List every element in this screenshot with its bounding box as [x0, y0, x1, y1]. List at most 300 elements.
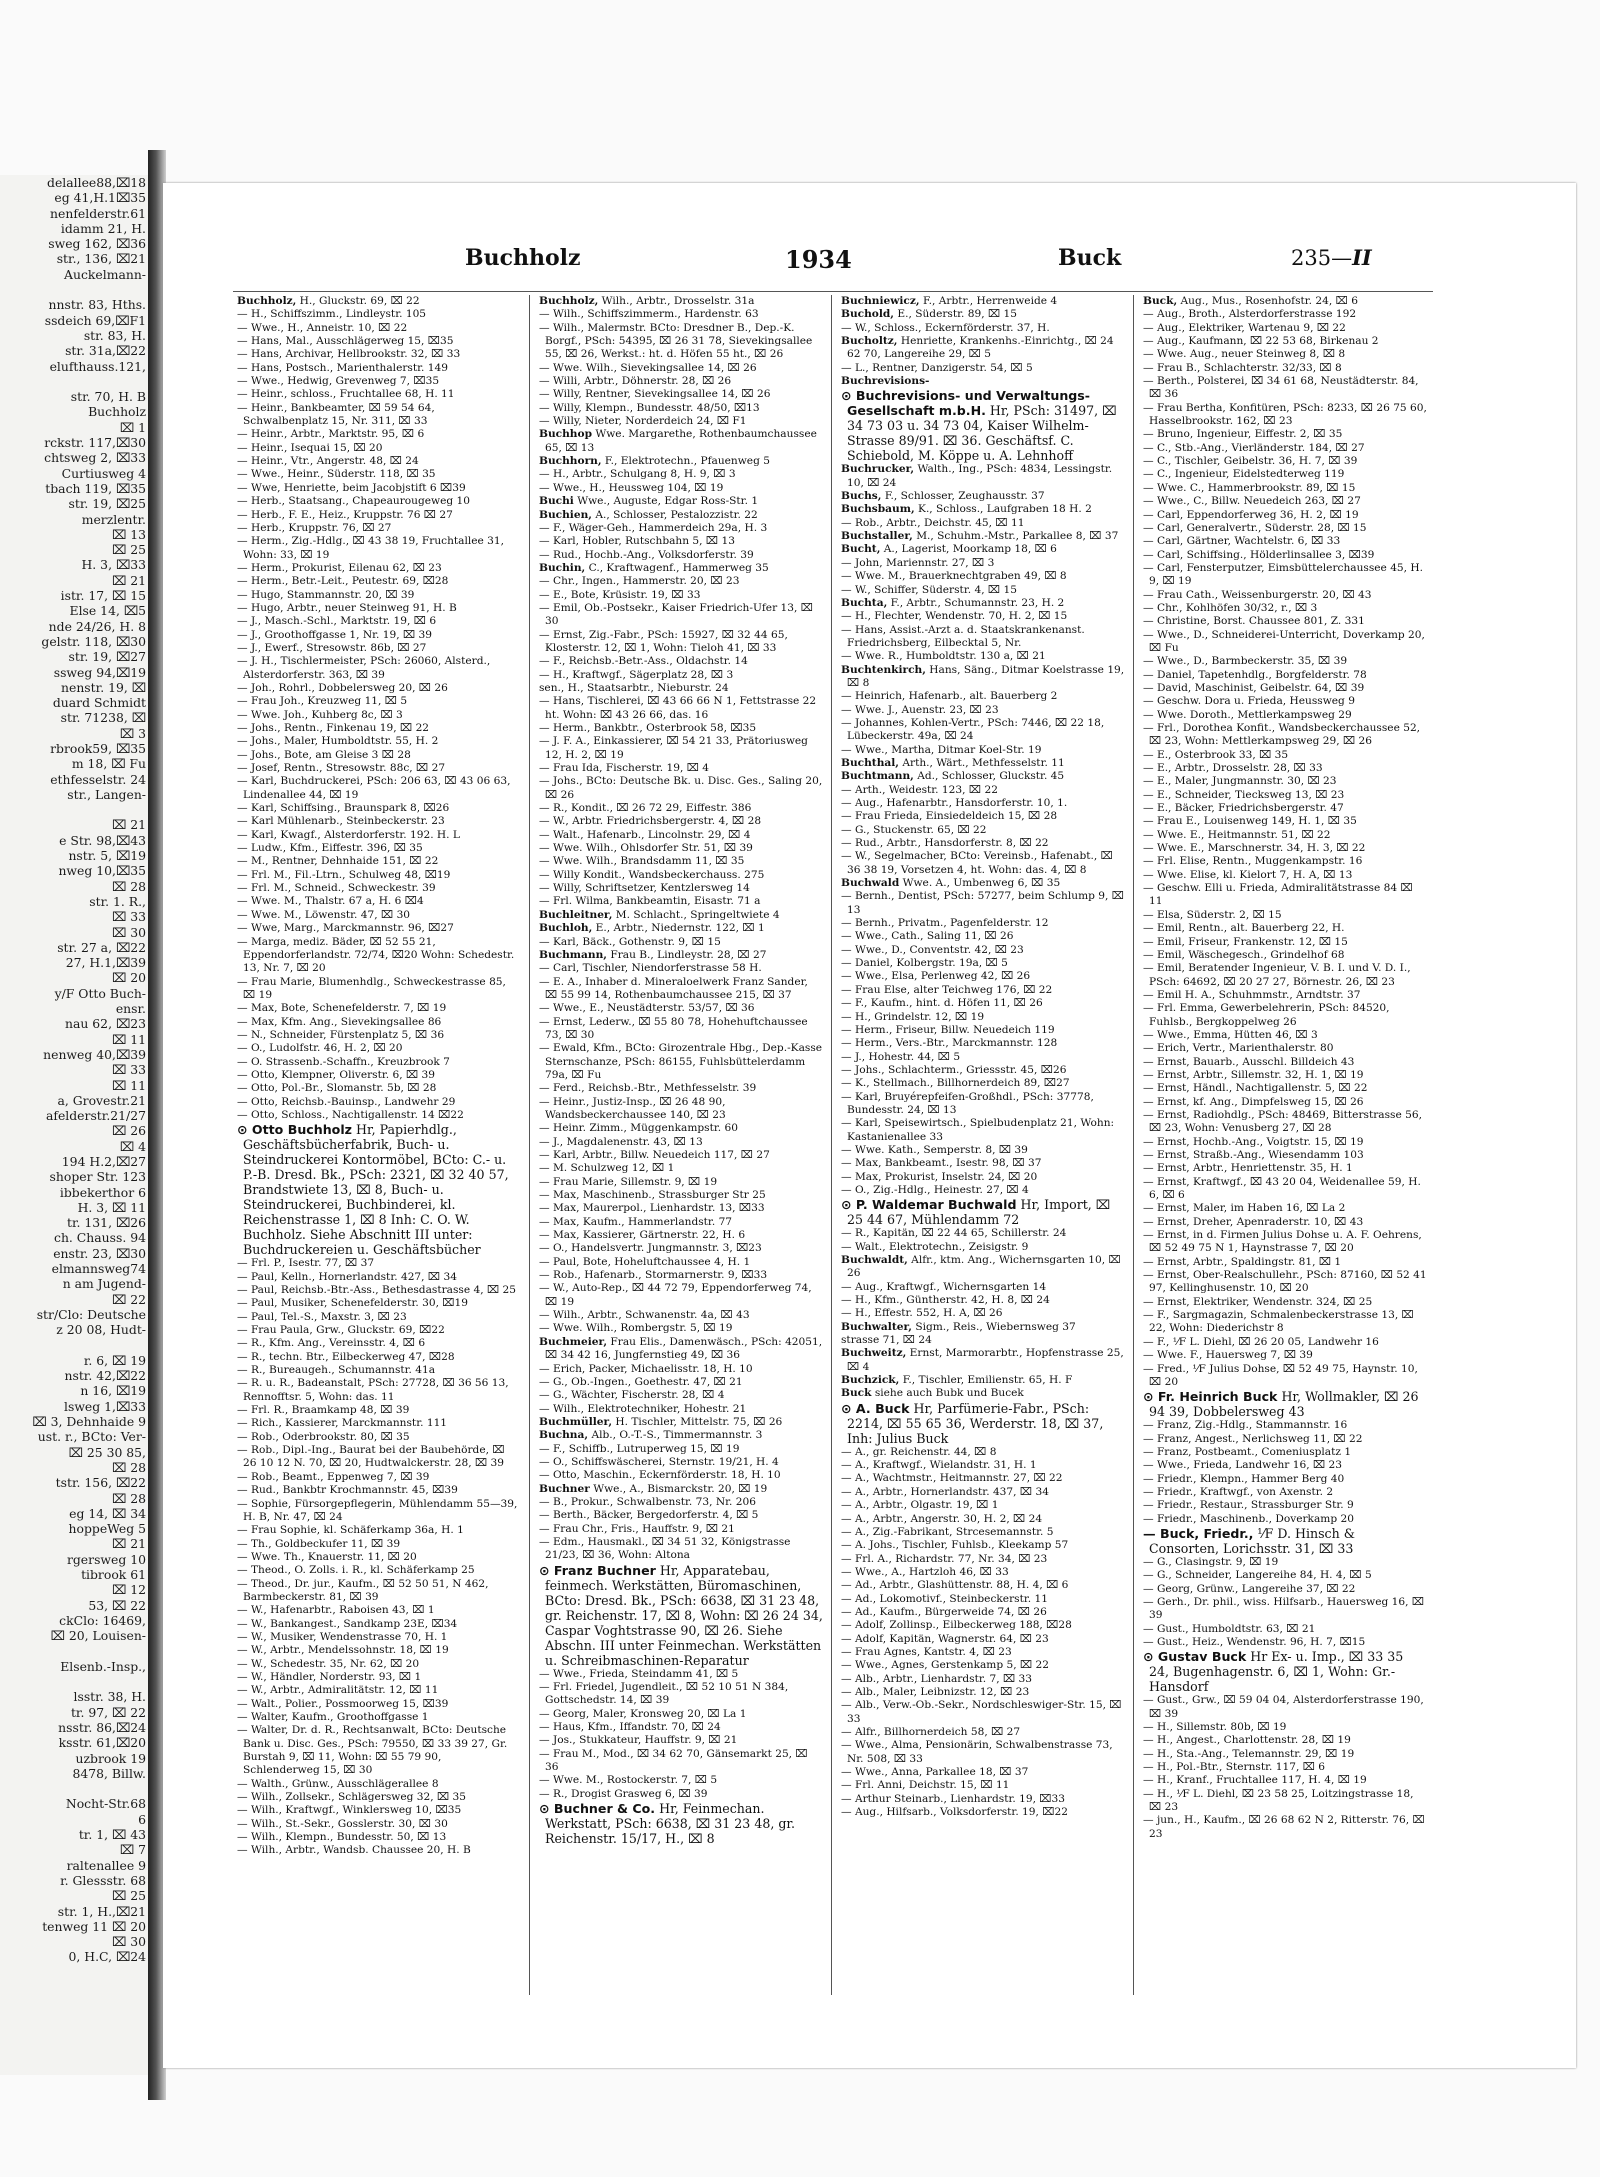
- directory-entry: [837, 1011, 1125, 1024]
- previous-page-line: ⌧ 12: [112, 1582, 146, 1598]
- previous-page-line: ibbekerthor 6: [59, 1184, 146, 1200]
- directory-entry: [233, 709, 521, 722]
- entry-details: Hr, Parfümerie-Fabr., PSch: 2214, ⌧ 55 65 36, Werderstr. 18, ⌧ 37, Inh: Julius Buck: [847, 1400, 1104, 1446]
- directory-entry: [837, 584, 1125, 597]
- entry-details: — Wwe. Elise, kl. Kielort 7, H. A, ⌧ 13: [1143, 868, 1353, 881]
- entry-details: — Emil, Friseur, Frankenstr. 12, ⌧ 15: [1143, 935, 1348, 948]
- entry-surname: Buchwaldt,: [841, 1254, 908, 1266]
- entry-surname: Buchta,: [841, 596, 888, 609]
- previous-page-line: ⌧ 25: [112, 1888, 146, 1904]
- entry-details: — Rob., Hafenarb., Stormarnerstr. 9, ⌧33: [539, 1269, 768, 1282]
- entry-details: — Alb., Verw.-Ob.-Sekr., Nordschleswiger-Str. 15, ⌧ 33: [841, 1699, 1122, 1725]
- entry-surname: Buchner: [539, 1482, 590, 1495]
- entry-details: — Alb., Maler, Leibnizstr. 12, ⌧ 23: [841, 1685, 1030, 1698]
- entry-surname: ⊙ Gustav Buck: [1143, 1649, 1247, 1665]
- directory-entry: [837, 463, 1125, 490]
- entry-details: — Wwe., Alma, Pensionärin, Schwalbenstrasse 73, Nr. 508, ⌧ 33: [841, 1739, 1113, 1765]
- directory-entry: [837, 1539, 1125, 1552]
- entry-details: — Wwe., H., Heussweg 104, ⌧ 19: [539, 481, 724, 494]
- directory-entry: [233, 1711, 521, 1724]
- entry-details: — Johs., Rentn., Finkenau 19, ⌧ 22: [237, 722, 430, 734]
- directory-entry: [837, 957, 1125, 970]
- entry-details: — Wwe. R., Humboldtstr. 130 a, ⌧ 21: [841, 650, 1046, 663]
- entry-details: — Frl., Dorothea Konfit., Wandsbeckerchaussee 52, ⌧ 23, Wohn: Mettlerkampsweg 29, ⌧ 26: [1143, 722, 1421, 748]
- entry-details: — Ernst, Arbtr., Spaldingstr. 81, ⌧ 1: [1143, 1255, 1342, 1268]
- previous-page-line: ethfesselstr. 24: [50, 771, 146, 787]
- directory-entry: [233, 1484, 521, 1497]
- entry-details: — B., Prokur., Schwalbenstr. 73, Nr. 206: [539, 1495, 756, 1508]
- entry-details: — Emil, Beratender Ingenieur, V. B. I. und V. D. I., PSch: 64692, ⌧ 20 27 27, Börnestr. 26, ⌧ 23: [1143, 962, 1411, 988]
- entry-details: — Friedr., Maschinenb., Doverkamp 20: [1143, 1512, 1354, 1525]
- directory-entry: [837, 797, 1125, 810]
- entry-details: — W., Schiffer, Süderstr. 4, ⌧ 15: [841, 583, 1017, 596]
- previous-page-line: afelderstr.21/27: [45, 1108, 146, 1124]
- entry-details: — Ernst, Händl., Nachtigallenstr. 5, ⌧ 22: [1143, 1082, 1368, 1095]
- entry-details: Aug., Mus., Rosenhofstr. 24, ⌧ 6: [1177, 295, 1358, 307]
- entry-details: — F., Sargmagazin, Schmalenbeckerstrasse 13, ⌧ 22, Wohn: Diederichstr 8: [1143, 1309, 1414, 1335]
- directory-entry: [837, 1659, 1125, 1672]
- entry-details: — F., Wäger-Geh., Hammerdeich 29a, H. 3: [539, 521, 768, 534]
- entry-details: Hr, Import, ⌧ 25 44 67, Mühlendamm 72: [847, 1197, 1111, 1228]
- entry-details: — Paul, Reichsb.-Btr.-Ass., Bethesdastrasse 4, ⌧ 25: [237, 1284, 516, 1296]
- entry-details: — Emil H. A., Schuhmmstr., Arndtstr. 37: [1143, 988, 1361, 1001]
- entry-details: — E. A., Inhaber d. Mineraloelwerk Franz Sander, ⌧ 55 99 14, Rothenbaumchaussee 215, ⌧ 37: [539, 975, 808, 1001]
- directory-entry: [1139, 949, 1427, 962]
- entry-details: — Alfr., Billhornerdeich 58, ⌧ 27: [841, 1726, 1021, 1738]
- directory-entry: [535, 1269, 823, 1282]
- directory-entry: [233, 762, 521, 775]
- entry-details: — Willi, Arbtr., Döhnerstr. 28, ⌧ 26: [539, 375, 732, 388]
- entry-details: — Wwe. M., Löwenstr. 47, ⌧ 30: [237, 908, 411, 921]
- entry-details: — Fred., ⅟F Julius Dohse, ⌧ 52 49 75, Haynstr. 10, ⌧ 20: [1143, 1362, 1418, 1388]
- entry-details: — W., Arbtr., Mendelssohnstr. 18, ⌧ 19: [237, 1644, 449, 1657]
- entry-surname: Buchold,: [841, 308, 894, 321]
- entry-details: — Otto, Maschin., Eckernförderstr. 18, H. 10: [539, 1469, 781, 1482]
- previous-page-line: ⌧ 28: [112, 1490, 146, 1506]
- entry-details: — H., Kfm., Güntherstr. 42, H. 8, ⌧ 24: [841, 1294, 1050, 1307]
- entry-details: — K., Stellmach., Billhornerdeich 89, ⌧27: [841, 1077, 1070, 1090]
- directory-entry: [1139, 922, 1427, 935]
- entry-details: — Herm., Prokurist, Eilenau 62, ⌧ 23: [237, 561, 442, 574]
- directory-entry: [837, 824, 1125, 837]
- entry-details: — jun., H., Kaufm., ⌧ 26 68 62 N 2, Ritterstr. 76, ⌧ 23: [1143, 1814, 1425, 1840]
- entry-details: — Otto, Reichsb.-Bauinsp., Landwehr 29: [237, 1095, 456, 1108]
- entry-details: — Frau Bertha, Konfitüren, PSch: 8233, ⌧ 26 75 60, Hasselbrookstr. 162, ⌧ 23: [1143, 401, 1427, 428]
- entry-details: — Max, Kassierer, Gärtnerstr. 22, H. 6: [539, 1229, 746, 1242]
- previous-page-line: ⌧ 20: [112, 970, 146, 986]
- previous-page-line: ⌧ 25: [112, 542, 146, 558]
- directory-entry: [1139, 1569, 1427, 1582]
- directory-entry: [535, 869, 823, 882]
- entry-details: — Rud., Bankbtr Krochmannstr. 45, ⌧39: [237, 1484, 458, 1497]
- entry-details: — Frl. A., Richardstr. 77, Nr. 34, ⌧ 23: [841, 1552, 1048, 1565]
- previous-page-line: tr. 1, ⌧ 43: [78, 1827, 146, 1843]
- entry-details: — Arthur Steinarb., Lienhardstr. 19, ⌧33: [841, 1792, 1065, 1805]
- directory-entry: [233, 1698, 521, 1711]
- entry-details: Frau B., Lindleystr. 28, ⌧ 27: [606, 948, 767, 961]
- entry-details: — W., Schloss., Eckernförderstr. 37, H.: [841, 321, 1050, 334]
- directory-entry: [1139, 1814, 1427, 1841]
- directory-entry: [233, 1844, 521, 1857]
- directory-entry: [233, 1311, 521, 1324]
- directory-entry: [535, 1496, 823, 1509]
- entry-details: — Paul, Kelln., Hornerlandstr. 427, ⌧ 34: [237, 1270, 457, 1283]
- entry-details: — Carl, Schiffsing., Hölderlinsallee 3, ⌧39: [1143, 548, 1375, 561]
- directory-entry: [233, 1324, 521, 1337]
- directory-entry: [535, 482, 823, 495]
- directory-entry: [233, 1618, 521, 1631]
- directory-entry: [1139, 762, 1427, 775]
- directory-entry: [233, 1644, 521, 1657]
- previous-page-line: tr. 131, ⌧26: [67, 1215, 146, 1231]
- entry-details: — Walt., Elektrotechn., Zeisigstr. 9: [841, 1240, 1029, 1253]
- entry-details: — Rich., Kassierer, Marckmannstr. 111: [237, 1417, 448, 1430]
- previous-page-line: raltenallee 9: [66, 1857, 146, 1873]
- directory-entry: [837, 1779, 1125, 1792]
- entry-details: — Friedr., Restaur., Strassburger Str. 9: [1143, 1499, 1354, 1512]
- entry-details: — Wwe., A., Hartzloh 46, ⌧ 33: [841, 1565, 1009, 1578]
- entry-details: — Frau E., Louisenweg 149, H. 1, ⌧ 35: [1143, 815, 1357, 828]
- directory-entry: [1139, 1162, 1427, 1175]
- entry-details: — Aug., Broth., Alsterdorferstrasse 192: [1143, 308, 1357, 321]
- previous-page-line: ⌧ 1: [119, 419, 146, 435]
- entry-details: A., Schlosser, Pestalozzistr. 22: [591, 508, 758, 521]
- entry-details: — Emil, Rentn., alt. Bauerberg 22, H.: [1143, 922, 1345, 935]
- entry-details: Ernst, Marmorarbtr., Hopfenstrasse 25, ⌧ 4: [847, 1347, 1124, 1373]
- previous-page-line: nstr. 42,⌧22: [64, 1368, 146, 1384]
- directory-entry: [1139, 882, 1427, 909]
- entry-details: Sigm., Reis., Wiebernsweg 37: [911, 1320, 1076, 1333]
- directory-entry: [1139, 455, 1427, 468]
- entry-details: — Wwe., D., Schneiderei-Unterricht, Doverkamp 20, ⌧ Fu: [1143, 628, 1425, 654]
- entry-details: — Franz, Postbeamt., Comeniusplatz 1: [1143, 1445, 1352, 1458]
- directory-entry: [1139, 428, 1427, 441]
- directory-entry: [535, 855, 823, 868]
- entry-details: — Willy, Schriftsetzer, Kentzlersweg 14: [539, 882, 750, 895]
- entry-details: — Heinrich, Hafenarb., alt. Bauerberg 2: [841, 690, 1058, 703]
- directory-entry: [1139, 1363, 1427, 1390]
- entry-details: — Ludw., Kfm., Eiffestr. 396, ⌧ 35: [237, 842, 423, 855]
- entry-details: F., Schlosser, Zeughausstr. 37: [881, 490, 1045, 503]
- entry-details: — H., Sillemstr. 80b, ⌧ 19: [1143, 1721, 1287, 1734]
- directory-entry: [837, 930, 1125, 943]
- directory-entry: [1139, 855, 1427, 868]
- entry-details: — Johs., Bote, am Gleise 3 ⌧ 28: [237, 748, 411, 761]
- directory-entry: [837, 770, 1125, 783]
- directory-entry: [837, 1117, 1125, 1144]
- entry-surname: ⊙ A. Buck: [841, 1400, 910, 1416]
- entry-details: — Johs., Schlachterm., Griessstr. 45, ⌧26: [841, 1063, 1067, 1076]
- previous-page-line: 6: [138, 1811, 146, 1827]
- directory-entry: [1139, 1109, 1427, 1136]
- directory-entry: [535, 895, 823, 908]
- previous-page-line: ⌧ 13: [112, 526, 146, 542]
- entry-details: — Ernst, Arbtr., Sillemstr. 32, H. 1, ⌧ 19: [1143, 1068, 1364, 1081]
- directory-entry: [535, 1016, 823, 1043]
- previous-page-line: str/Clo: Deutsche: [36, 1306, 146, 1322]
- directory-entry: [1139, 1336, 1427, 1349]
- entry-surname: Buchloh,: [539, 922, 593, 935]
- entry-details: — Adolf, Zollinsp., Eilbeckerweg 188, ⌧28: [841, 1619, 1072, 1632]
- entry-details: Frau Elis., Damenwäsch., PSch: 42051, ⌧ 34 42 16, Jungfernstieg 49, ⌧ 36: [545, 1335, 823, 1362]
- directory-entry: [837, 1077, 1125, 1090]
- page-header: [163, 245, 1576, 285]
- directory-entry: [535, 1523, 823, 1536]
- directory-entry: [837, 917, 1125, 930]
- directory-entry: [837, 837, 1125, 850]
- directory-entry: [233, 735, 521, 748]
- entry-details: K., Schloss., Laufgraben 18 H. 2: [914, 503, 1092, 516]
- directory-entry: [233, 882, 521, 895]
- directory-entry: [233, 455, 521, 468]
- directory-entry: [535, 522, 823, 535]
- directory-entry: [535, 1456, 823, 1469]
- previous-page-edge: [0, 175, 151, 2075]
- directory-entry: [233, 829, 521, 842]
- directory-entry: [1139, 909, 1427, 922]
- entry-details: — Aug., Hafenarbtr., Hansdorferstr. 10, 1.: [841, 797, 1068, 809]
- previous-page-line: str. 31a,⌧22: [65, 343, 146, 359]
- entry-surname: Buchniewicz,: [841, 295, 920, 307]
- directory-entry: [233, 1471, 521, 1484]
- column-2: [535, 295, 823, 1995]
- directory-entry: [535, 1748, 823, 1775]
- previous-page-line: ⌧ 30: [112, 1934, 146, 1950]
- directory-entry: [233, 1056, 521, 1069]
- directory-entry: [233, 815, 521, 828]
- entry-details: — H., Flechter, Wendenstr. 70, H. 2, ⌧ 15: [841, 610, 1068, 623]
- previous-page-line: enstr. 23, ⌧30: [53, 1245, 146, 1261]
- directory-entry: [1139, 1761, 1427, 1774]
- directory-entry: [233, 1791, 521, 1804]
- directory-entry: [535, 1176, 823, 1189]
- directory-entry: [233, 1002, 521, 1015]
- entry-details: — Rud., Hochb.-Ang., Volksdorferstr. 39: [539, 548, 754, 561]
- entry-details: — E., Bote, Krüsistr. 19, ⌧ 33: [539, 588, 701, 601]
- directory-entry: [1139, 1256, 1427, 1269]
- directory-entry: [233, 895, 521, 908]
- directory-entry: [1139, 1389, 1427, 1419]
- entry-details: — G., Stuckenstr. 65, ⌧ 22: [841, 823, 987, 836]
- entry-details: — Heinr., Isequai 15, ⌧ 20: [237, 441, 383, 454]
- directory-entry: [233, 695, 521, 708]
- directory-entry: [1139, 335, 1427, 348]
- entry-details: — J., Masch.-Schl., Marktstr. 19, ⌧ 6: [237, 615, 437, 628]
- directory-entry: [233, 535, 521, 562]
- entry-details: — E., Osterbrook 33, ⌧ 35: [1143, 748, 1289, 761]
- directory-entry: [233, 1337, 521, 1350]
- directory-entry: [1139, 615, 1427, 628]
- directory-entry: [1139, 1096, 1427, 1109]
- directory-entry: [535, 882, 823, 895]
- directory-entry: [837, 1446, 1125, 1459]
- directory-entry: [233, 1096, 521, 1109]
- previous-page-line: ⌧ 21: [112, 817, 146, 833]
- previous-page-line: nenweg 40,⌧39: [43, 1046, 146, 1062]
- directory-entry: [837, 1401, 1125, 1446]
- entry-details: — Berth., Bäcker, Bergedorferstr. 4, ⌧ 5: [539, 1509, 759, 1522]
- previous-page-line: idamm 21, H.: [60, 220, 146, 236]
- entry-details: — Frau Cath., Weissenburgerstr. 20, ⌧ 43: [1143, 588, 1372, 601]
- previous-page-line: ⌧ 25 30 85,: [68, 1444, 146, 1460]
- entry-details: — Wilh., St.-Sekr., Gosslerstr. 30, ⌧ 30: [237, 1817, 448, 1830]
- entry-details: Hr, Papierhdlg., Geschäftsbücherfabrik, Buch- u. Steindruckerei Kontormöbel, BCto: C.- u. P.-B. Dresd. Bk., PSch: 2321, ⌧ 32 40 57, Brandstwiete 13, ⌧ 8, Buch- u. Steindruckerei, Buchbinderei, kl. Reichenstrasse 1, ⌧ 8 Inh: C. O. W. Buchholz. Siehe Abschnitt III unter: Buchdruckereien u. Geschäftsbücher: [243, 1122, 509, 1258]
- entry-details: — O., Handelsvertr. Jungmannstr. 3, ⌧23: [539, 1242, 762, 1255]
- entry-details: — Otto, Pol.-Br., Slomanstr. 5b, ⌧ 28: [237, 1082, 437, 1095]
- directory-entry: [837, 1486, 1125, 1499]
- directory-entry: [837, 1793, 1125, 1806]
- directory-entry: [535, 802, 823, 815]
- entry-details: — Carl, Fensterputzer, Eimsbüttelerchaussee 45, H. 9, ⌧ 19: [1143, 561, 1424, 588]
- directory-entry: [837, 1806, 1125, 1819]
- entry-details: — R. u. R., Badeanstalt, PSch: 27728, ⌧ 36 56 13, Rennofftsr. 5, Wohn: das. 11: [237, 1377, 509, 1403]
- entry-details: Wwe. A., Umbenweg 6, ⌧ 35: [899, 877, 1061, 890]
- directory-entry: [535, 1082, 823, 1095]
- directory-entry: [1139, 562, 1427, 589]
- previous-page-line: 53, ⌧ 22: [88, 1597, 146, 1613]
- entry-surname: Buchthal,: [841, 756, 899, 769]
- entry-details: — Heinr., Vtr., Angerstr. 48, ⌧ 24: [237, 455, 419, 468]
- directory-entry: [837, 744, 1125, 757]
- entry-details: — Wilh., Arbtr., Schwanenstr. 4a, ⌧ 43: [539, 1309, 750, 1322]
- previous-page-line: tenweg 11 ⌧ 20: [42, 1918, 146, 1934]
- previous-page-line: str. 83, H.: [83, 327, 146, 343]
- entry-details: — Frl. Emma, Gewerbelehrerin, PSch: 84520, Fuhlsb., Bergkoppelweg 26: [1143, 1002, 1390, 1028]
- entry-details: — W., Hafenarbtr., Raboisen 43, ⌧ 1: [237, 1604, 435, 1617]
- directory-entry: [837, 1726, 1125, 1739]
- directory-entry: [1139, 1734, 1427, 1747]
- directory-entry: [1139, 1309, 1427, 1336]
- directory-entry: [535, 1416, 823, 1429]
- entry-details: — W., Segelmacher, BCto: Vereinsb., Hafenabt., ⌧ 36 38 19, Vorsetzen 4, ht. Wohn: das. 4, ⌧ 8: [841, 850, 1113, 876]
- directory-entry: [233, 1538, 521, 1551]
- directory-entry: [535, 962, 823, 975]
- previous-page-line: tr. 97, ⌧ 22: [70, 1704, 146, 1720]
- directory-entry: [233, 1604, 521, 1617]
- directory-entry: [1139, 1636, 1427, 1649]
- directory-entry: [837, 1472, 1125, 1485]
- entry-details: — Gerh., Dr. phil., wiss. Hilfsarb., Hauersweg 16, ⌧ 39: [1143, 1595, 1425, 1622]
- directory-entry: [233, 642, 521, 655]
- entry-details: — H., Arbtr., Schulgang 8, H. 9, ⌧ 3: [539, 468, 736, 481]
- entry-details: H., Gluckstr. 69, ⌧ 22: [296, 295, 420, 307]
- entry-details: — Wwe. Wilh., Brandsdamm 11, ⌧ 35: [539, 855, 745, 868]
- entry-details: — Th., Goldbeckufer 11, ⌧ 39: [237, 1537, 401, 1550]
- entry-details: — Karl, Schiffsing., Braunspark 8, ⌧26: [237, 802, 450, 815]
- directory-entry: [1139, 362, 1427, 375]
- entry-details: — Wwe., Emma, Hütten 46, ⌧ 3: [1143, 1028, 1318, 1041]
- previous-page-line: str. 19, ⌧27: [68, 649, 146, 665]
- entry-details: — Johannes, Kohlen-Vertr., PSch: 7446, ⌧ 22 18, Lübeckerstr. 49a, ⌧ 24: [841, 716, 1105, 743]
- directory-entry: [535, 1042, 823, 1082]
- entry-details: — W., Auto-Rep., ⌧ 44 72 79, Eppendorferweg 74, ⌧ 19: [539, 1282, 812, 1308]
- entry-details: — E., Bäcker, Friedrichsbergerstr. 47: [1143, 802, 1344, 815]
- entry-details: — Frau Ida, Fischerstr. 19, ⌧ 4: [539, 762, 710, 775]
- directory-entry: [1139, 1002, 1427, 1029]
- directory-entry: [233, 1257, 521, 1270]
- previous-page-line: gelstr. 118, ⌧30: [41, 633, 146, 649]
- previous-page-line: str. 70, H. B: [70, 389, 146, 405]
- entry-details: — Max, Maurerpol., Lienhardstr. 13, ⌧33: [539, 1202, 765, 1215]
- directory-entry: [233, 589, 521, 602]
- entry-details: — A., Wachtmstr., Heitmannstr. 27, ⌧ 22: [841, 1472, 1063, 1485]
- directory-entry: [1139, 602, 1427, 615]
- entry-details: — Karl, Bäck., Gothenstr. 9, ⌧ 15: [539, 935, 721, 948]
- directory-entry: [535, 402, 823, 415]
- entry-details: — Frau Chr., Fris., Hauffstr. 9, ⌧ 21: [539, 1522, 735, 1535]
- entry-details: — H., Kraftwgf., Sägerplatz 28, ⌧ 3: [539, 668, 734, 681]
- entry-details: — Rob., Oderbrookstr. 80, ⌧ 35: [237, 1430, 410, 1443]
- entry-details: Alb., O.-T.-S., Timmermannstr. 3: [588, 1429, 763, 1442]
- directory-entry: [233, 1631, 521, 1644]
- entry-details: — Wwe. Aug., neuer Steinweg 8, ⌧ 8: [1143, 348, 1346, 361]
- directory-entry: [837, 1254, 1125, 1281]
- entry-details: — Willy, Nieter, Norderdeich 24, ⌧ F1: [539, 415, 747, 428]
- directory-entry: [837, 970, 1125, 983]
- directory-entry: [837, 810, 1125, 823]
- directory-entry: [837, 664, 1125, 691]
- entry-details: — W., Händler, Norderstr. 93, ⌧ 1: [237, 1670, 422, 1683]
- directory-entry: [837, 1459, 1125, 1472]
- directory-entry: [837, 1171, 1125, 1184]
- entry-details: — E., Schneider, Tiecksweg 13, ⌧ 23: [1143, 788, 1345, 801]
- previous-page-line: [0, 1338, 150, 1353]
- entry-details: F., Elektrotechn., Pfauenweg 5: [601, 455, 770, 468]
- directory-entry: [233, 322, 521, 335]
- entry-details: — Johs., Maler, Humboldtstr. 55, H. 2: [237, 735, 439, 748]
- directory-entry: [837, 1144, 1125, 1157]
- directory-entry: [1139, 495, 1427, 508]
- directory-entry: [535, 1136, 823, 1149]
- directory-entry: [535, 936, 823, 949]
- entry-details: — Gust., Grw., ⌧ 59 04 04, Alsterdorferstrasse 190, ⌧ 39: [1143, 1694, 1424, 1720]
- entry-details: — H., Grindelstr. 12, ⌧ 19: [841, 1010, 985, 1023]
- entry-details: — Aug., Elektriker, Wartenau 9, ⌧ 22: [1143, 321, 1346, 334]
- directory-entry: [233, 1804, 521, 1817]
- directory-entry: [233, 522, 521, 535]
- entry-details: — J. F. A., Einkassierer, ⌧ 54 21 33, Prätoriusweg 12, H. 2, ⌧ 19: [539, 735, 808, 761]
- entry-details: — Wwe., Frieda, Steindamm 41, ⌧ 5: [539, 1667, 739, 1680]
- directory-entry: [233, 1029, 521, 1042]
- entry-details: — H., Schiffszimm., Lindleystr. 105: [237, 308, 427, 321]
- page-number: 235—II: [1291, 245, 1372, 270]
- entry-details: — Frau M., Mod., ⌧ 34 62 70, Gänsemarkt 25, ⌧ 36: [539, 1747, 808, 1774]
- entry-surname: Buchrevisions-: [841, 375, 930, 388]
- entry-details: — Paul, Bote, Hoheluftchaussee 4, H. 1: [539, 1255, 751, 1268]
- directory-entry: [837, 1646, 1125, 1659]
- directory-entry: [535, 682, 823, 695]
- entry-surname: ⊙ Otto Buchholz: [237, 1122, 352, 1138]
- entry-details: — Paul, Musiker, Schenefelderstr. 30, ⌧19: [237, 1297, 468, 1310]
- previous-page-line: [0, 1674, 150, 1689]
- previous-page-line: tstr. 156, ⌧22: [55, 1475, 146, 1491]
- directory-entry: [1139, 295, 1427, 308]
- entry-details: — O., Schiffswäscherei, Sternstr. 19/21, H. 4: [539, 1455, 779, 1468]
- entry-surname: ⊙ Fr. Heinrich Buck: [1143, 1389, 1278, 1405]
- directory-entry: [1139, 1202, 1427, 1215]
- directory-entry: [837, 1051, 1125, 1064]
- entry-details: — Ernst, Kraftwgf., ⌧ 43 20 04, Weidenallee 59, H. 6, ⌧ 6: [1143, 1175, 1421, 1202]
- entry-details: Hr, Feinmechan. Werkstatt, PSch: 6638, ⌧ 31 23 48, gr. Reichenstr. 15/17, H., ⌧ 8: [545, 1801, 796, 1847]
- entry-details: — Ad., Kaufm., Bürgerweide 74, ⌧ 26: [841, 1605, 1047, 1618]
- entry-details: — Wilh., Elektrotechniker, Hohestr. 21: [539, 1402, 747, 1415]
- entry-surname: Bucholtz,: [841, 335, 898, 348]
- entry-details: — G., Wächter, Fischerstr. 28, ⌧ 4: [539, 1389, 725, 1402]
- entry-details: Alfr., ktm. Ang., Wichernsgarten 10, ⌧ 26: [847, 1254, 1121, 1280]
- entry-details: — A., Arbtr., Hornerlandstr. 437, ⌧ 34: [841, 1485, 1049, 1498]
- entry-details: — Frau Else, alter Teichweg 176, ⌧ 22: [841, 983, 1053, 996]
- entry-surname: Buchweitz,: [841, 1347, 907, 1360]
